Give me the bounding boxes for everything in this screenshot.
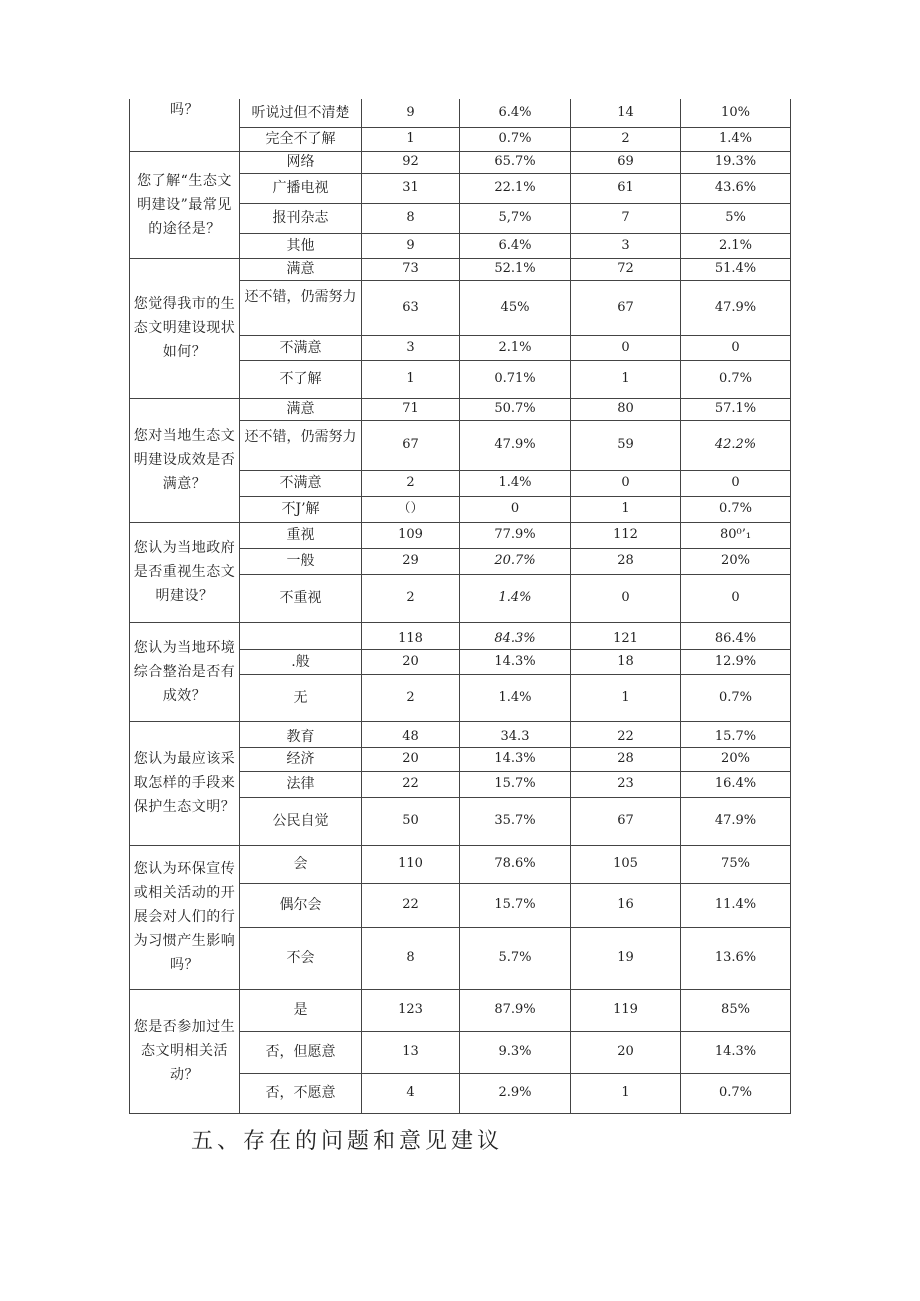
question-cell: 您了解“生态文明建设”最常见的途径是？ [130, 151, 240, 258]
count-cell: 110 [362, 845, 460, 883]
option-cell: 广播电视 [240, 173, 362, 203]
option-cell: 满意 [240, 258, 362, 280]
count-cell: 123 [362, 989, 460, 1031]
table-row [130, 522, 791, 548]
count-cell: 61 [571, 173, 681, 203]
option-cell: 还不错，仍需努力 [240, 280, 362, 335]
count-cell: 105 [571, 845, 681, 883]
option-cell: 重视 [240, 522, 362, 548]
count-cell: 92 [362, 151, 460, 173]
percent-cell: 2.1% [681, 233, 791, 258]
count-cell: 67 [362, 420, 460, 470]
percent-cell: 0 [460, 496, 571, 522]
table-row [130, 99, 791, 127]
percent-cell: 1.4% [460, 470, 571, 496]
count-cell: 118 [362, 622, 460, 649]
percent-cell: 51.4% [681, 258, 791, 280]
percent-cell: 15.7% [681, 721, 791, 747]
section-heading: 五、存在的问题和意见建议 [191, 1129, 504, 1154]
count-cell: 28 [571, 747, 681, 771]
option-cell: 公民自觉 [240, 797, 362, 845]
count-cell: 18 [571, 649, 681, 674]
percent-cell: 5.7% [460, 927, 571, 989]
option-cell: 不满意 [240, 335, 362, 360]
percent-cell: 14.3% [460, 747, 571, 771]
option-cell: 还不错，仍需努力 [240, 420, 362, 470]
count-cell: 4 [362, 1073, 460, 1113]
question-cell: 您觉得我市的生态文明建设现状如何？ [130, 258, 240, 398]
count-cell: 63 [362, 280, 460, 335]
count-cell: 121 [571, 622, 681, 649]
option-cell: 经济 [240, 747, 362, 771]
percent-cell: 10% [681, 99, 791, 127]
percent-cell: 84.3% [460, 622, 571, 649]
count-cell: 13 [362, 1031, 460, 1073]
percent-cell: 0.71% [460, 360, 571, 398]
count-cell: 71 [362, 398, 460, 420]
percent-cell: 5% [681, 203, 791, 233]
percent-cell: 15.7% [460, 883, 571, 927]
percent-cell: 1.4% [460, 674, 571, 721]
percent-cell: 0.7% [681, 496, 791, 522]
count-cell: 48 [362, 721, 460, 747]
count-cell: 0 [571, 470, 681, 496]
option-cell: 报刊杂志 [240, 203, 362, 233]
percent-cell: 20.7% [460, 548, 571, 574]
count-cell: 2 [362, 574, 460, 622]
count-cell: 0 [571, 574, 681, 622]
percent-cell: 19.3% [681, 151, 791, 173]
count-cell: 19 [571, 927, 681, 989]
percent-cell: 86.4% [681, 622, 791, 649]
percent-cell: 47.9% [681, 280, 791, 335]
option-cell [240, 622, 362, 649]
count-cell: 31 [362, 173, 460, 203]
count-cell: 8 [362, 203, 460, 233]
percent-cell: 13.6% [681, 927, 791, 989]
percent-cell: 34.3 [460, 721, 571, 747]
count-cell: 2 [362, 674, 460, 721]
option-cell: 法律 [240, 771, 362, 797]
percent-cell: 1.4% [460, 574, 571, 622]
percent-cell: 75% [681, 845, 791, 883]
table-row [130, 989, 791, 1031]
count-cell: （） [362, 496, 460, 522]
count-cell: 2 [571, 127, 681, 151]
percent-cell: 6.4% [460, 99, 571, 127]
count-cell: 1 [362, 127, 460, 151]
percent-cell: 35.7% [460, 797, 571, 845]
count-cell: 1 [571, 1073, 681, 1113]
option-cell: 网络 [240, 151, 362, 173]
option-cell: 不J’解 [240, 496, 362, 522]
count-cell: 112 [571, 522, 681, 548]
option-cell: 无 [240, 674, 362, 721]
percent-cell: 77.9% [460, 522, 571, 548]
count-cell: 67 [571, 797, 681, 845]
percent-cell: 43.6% [681, 173, 791, 203]
percent-cell: 78.6% [460, 845, 571, 883]
count-cell: 1 [362, 360, 460, 398]
count-cell: 50 [362, 797, 460, 845]
question-cell: 您认为当地政府是否重视生态文明建设？ [130, 522, 240, 622]
option-cell: 不了解 [240, 360, 362, 398]
percent-cell: 20% [681, 548, 791, 574]
count-cell: 29 [362, 548, 460, 574]
option-cell: 满意 [240, 398, 362, 420]
option-cell: 不满意 [240, 470, 362, 496]
option-cell: 教育 [240, 721, 362, 747]
count-cell: 23 [571, 771, 681, 797]
option-cell: .般 [240, 649, 362, 674]
table-row [130, 721, 791, 747]
option-cell: 听说过但不清楚 [240, 99, 362, 127]
question-cell: 您认为当地环境综合整治是否有成效？ [130, 622, 240, 721]
percent-cell: 2.1% [460, 335, 571, 360]
count-cell: 20 [571, 1031, 681, 1073]
table-row [130, 622, 791, 649]
count-cell: 1 [571, 496, 681, 522]
table-row [130, 258, 791, 280]
option-cell: 一般 [240, 548, 362, 574]
percent-cell: 22.1% [460, 173, 571, 203]
option-cell: 会 [240, 845, 362, 883]
count-cell: 72 [571, 258, 681, 280]
percent-cell: 65.7% [460, 151, 571, 173]
percent-cell: 11.4% [681, 883, 791, 927]
percent-cell: 47.9% [681, 797, 791, 845]
table-row [130, 151, 791, 173]
count-cell: 69 [571, 151, 681, 173]
survey-results-table [129, 99, 791, 1114]
count-cell: 73 [362, 258, 460, 280]
percent-cell: 15.7% [460, 771, 571, 797]
count-cell: 8 [362, 927, 460, 989]
count-cell: 22 [362, 883, 460, 927]
percent-cell: 42.2% [681, 420, 791, 470]
count-cell: 59 [571, 420, 681, 470]
percent-cell: 0 [681, 470, 791, 496]
count-cell: 119 [571, 989, 681, 1031]
percent-cell: 52.1% [460, 258, 571, 280]
percent-cell: 1.4% [681, 127, 791, 151]
option-cell: 否，不愿意 [240, 1073, 362, 1113]
percent-cell: 0.7% [681, 360, 791, 398]
count-cell: 16 [571, 883, 681, 927]
percent-cell: 14.3% [681, 1031, 791, 1073]
count-cell: 22 [362, 771, 460, 797]
count-cell: 1 [571, 360, 681, 398]
count-cell: 22 [571, 721, 681, 747]
option-cell: 否，但愿意 [240, 1031, 362, 1073]
table-row [130, 845, 791, 883]
percent-cell: 47.9% [460, 420, 571, 470]
option-cell: 是 [240, 989, 362, 1031]
count-cell: 20 [362, 649, 460, 674]
percent-cell: 0 [681, 574, 791, 622]
question-cell: 您认为环保宣传或相关活动的开展会对人们的行为习惯产生影响吗？ [130, 845, 240, 989]
question-cell: 吗？ [130, 99, 240, 151]
option-cell: 不会 [240, 927, 362, 989]
count-cell: 9 [362, 233, 460, 258]
count-cell: 7 [571, 203, 681, 233]
percent-cell: 45% [460, 280, 571, 335]
option-cell: 完全不了解 [240, 127, 362, 151]
table-row [130, 398, 791, 420]
percent-cell: 6.4% [460, 233, 571, 258]
percent-cell: 80⁰’₁ [681, 522, 791, 548]
question-cell: 您是否参加过生态文明相关活动？ [130, 989, 240, 1113]
percent-cell: 2.9% [460, 1073, 571, 1113]
question-cell: 您对当地生态文明建设成效是否满意？ [130, 398, 240, 522]
count-cell: 14 [571, 99, 681, 127]
percent-cell: 57.1% [681, 398, 791, 420]
option-cell: 不重视 [240, 574, 362, 622]
percent-cell: 14.3% [460, 649, 571, 674]
count-cell: 2 [362, 470, 460, 496]
percent-cell: 0.7% [460, 127, 571, 151]
percent-cell: 87.9% [460, 989, 571, 1031]
percent-cell: 16.4% [681, 771, 791, 797]
option-cell: 其他 [240, 233, 362, 258]
count-cell: 109 [362, 522, 460, 548]
percent-cell: 0 [681, 335, 791, 360]
percent-cell: 85% [681, 989, 791, 1031]
count-cell: 1 [571, 674, 681, 721]
count-cell: 9 [362, 99, 460, 127]
count-cell: 20 [362, 747, 460, 771]
count-cell: 3 [362, 335, 460, 360]
percent-cell: 5,7% [460, 203, 571, 233]
percent-cell: 0.7% [681, 674, 791, 721]
count-cell: 0 [571, 335, 681, 360]
percent-cell: 9.3% [460, 1031, 571, 1073]
count-cell: 28 [571, 548, 681, 574]
count-cell: 3 [571, 233, 681, 258]
count-cell: 80 [571, 398, 681, 420]
option-cell: 偶尔会 [240, 883, 362, 927]
percent-cell: 50.7% [460, 398, 571, 420]
percent-cell: 0.7% [681, 1073, 791, 1113]
percent-cell: 12.9% [681, 649, 791, 674]
count-cell: 67 [571, 280, 681, 335]
percent-cell: 20% [681, 747, 791, 771]
question-cell: 您认为最应该采取怎样的手段来保护生态文明？ [130, 721, 240, 845]
